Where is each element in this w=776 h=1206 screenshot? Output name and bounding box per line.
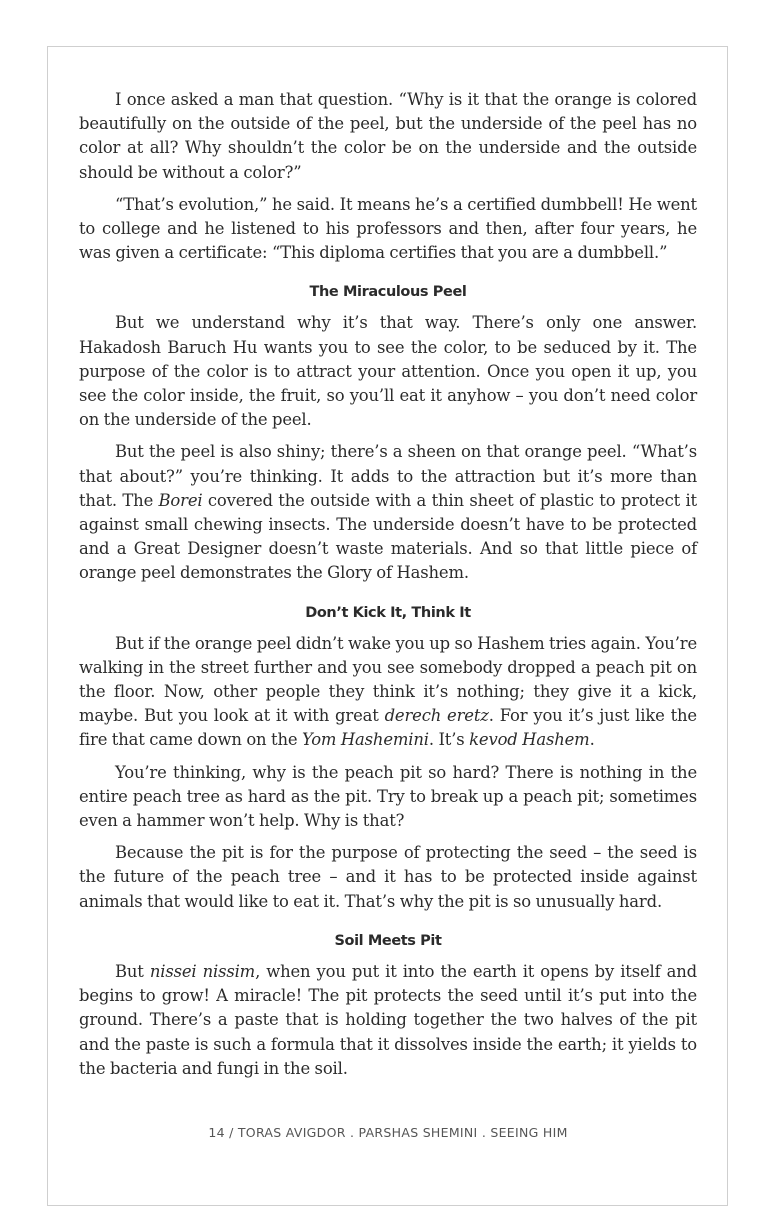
text-run: But <box>115 961 150 981</box>
section-heading-miraculous-peel: The Miraculous Peel <box>309 284 467 301</box>
text-run: But the peel is also shiny; there’s a sheen on that orange peel. “What’s that about?” you’re thinking. It adds to the attraction but it’s more than that. The <box>79 442 697 510</box>
text-run: , when you put it into the earth it opens by itself and begins to grow! A miracle! The pit protects the seed until it’s put into the ground. There’s a paste that is holding together the two halves of the pit and the paste is such a formula that it dissolves inside the earth; it yields to the bacteria and fungi in the soil. <box>79 961 697 1078</box>
paragraph-5 <box>79 632 697 753</box>
paragraph-2: “That’s evolution,” he said. It means he’s a certified dumbbell! He went to college and he listened to his professors and then, after four years, he was given a certificate: “This diploma certifies that you are a dumbbell.” <box>79 194 697 263</box>
paragraph-4 <box>79 440 697 585</box>
paragraph-1: I once asked a man that question. “Why is it that the orange is colored beautifully on the outside of the peel, but the underside of the peel has no color at all? Why shouldn’t the color be on the underside and the outside should be without a color?” <box>79 90 697 182</box>
page-body <box>79 88 697 1089</box>
text-run: . <box>589 730 595 750</box>
paragraph-8 <box>79 960 697 1081</box>
section-heading-dont-kick-it: Don’t Kick It, Think It <box>305 604 471 621</box>
italic-term: nissei nissim <box>149 961 256 981</box>
paragraph-3: But we understand why it’s that way. There’s only one answer. Hakadosh Baruch Hu wants you to see the color, to be seduced by it. The purpose of the color is to attract your attention. Once you open it up, you see the color inside, the fruit, so you’ll eat it anyhow – you don’t need color on the underside of the peel. <box>79 313 697 430</box>
section-heading-soil-meets-pit: Soil Meets Pit <box>334 932 442 949</box>
text-run: But if the orange peel didn’t wake you up so Hashem tries again. You’re walking in the street further and you see somebody dropped a peach pit on the floor. Now, other people they think it’s nothing; they give it a kick, maybe. But you look at it with great <box>79 633 697 726</box>
text-run: . It’s <box>428 730 470 750</box>
paragraph-7: Because the pit is for the purpose of protecting the seed – the seed is the future of the peach tree – and it has to be protected inside against animals that would like to eat it. That’s why the pit is so unusually hard. <box>79 843 697 911</box>
text-run: . For you it’s just like the fire that came down on the <box>79 706 697 750</box>
italic-term: Borei <box>158 490 203 510</box>
italic-term: kevod Hashem <box>469 730 590 750</box>
italic-term: Yom Hashemini <box>301 730 429 750</box>
italic-term: derech eretz <box>384 706 489 726</box>
paragraph-6: You’re thinking, why is the peach pit so hard? There is nothing in the entire peach tree as hard as the pit. Try to break up a peach pit; sometimes even a hammer won’t help. Why is that? <box>79 762 697 831</box>
page-footer: 14 / TORAS AVIGDOR . PARSHAS SHEMINI . SEEING HIM <box>208 1125 568 1140</box>
text-run: covered the outside with a thin sheet of plastic to protect it against small chewing insects. The underside doesn’t have to be protected and a Great Designer doesn’t waste materials. And so that little piece of orange peel demonstrates the Glory of Hashem. <box>79 490 697 583</box>
